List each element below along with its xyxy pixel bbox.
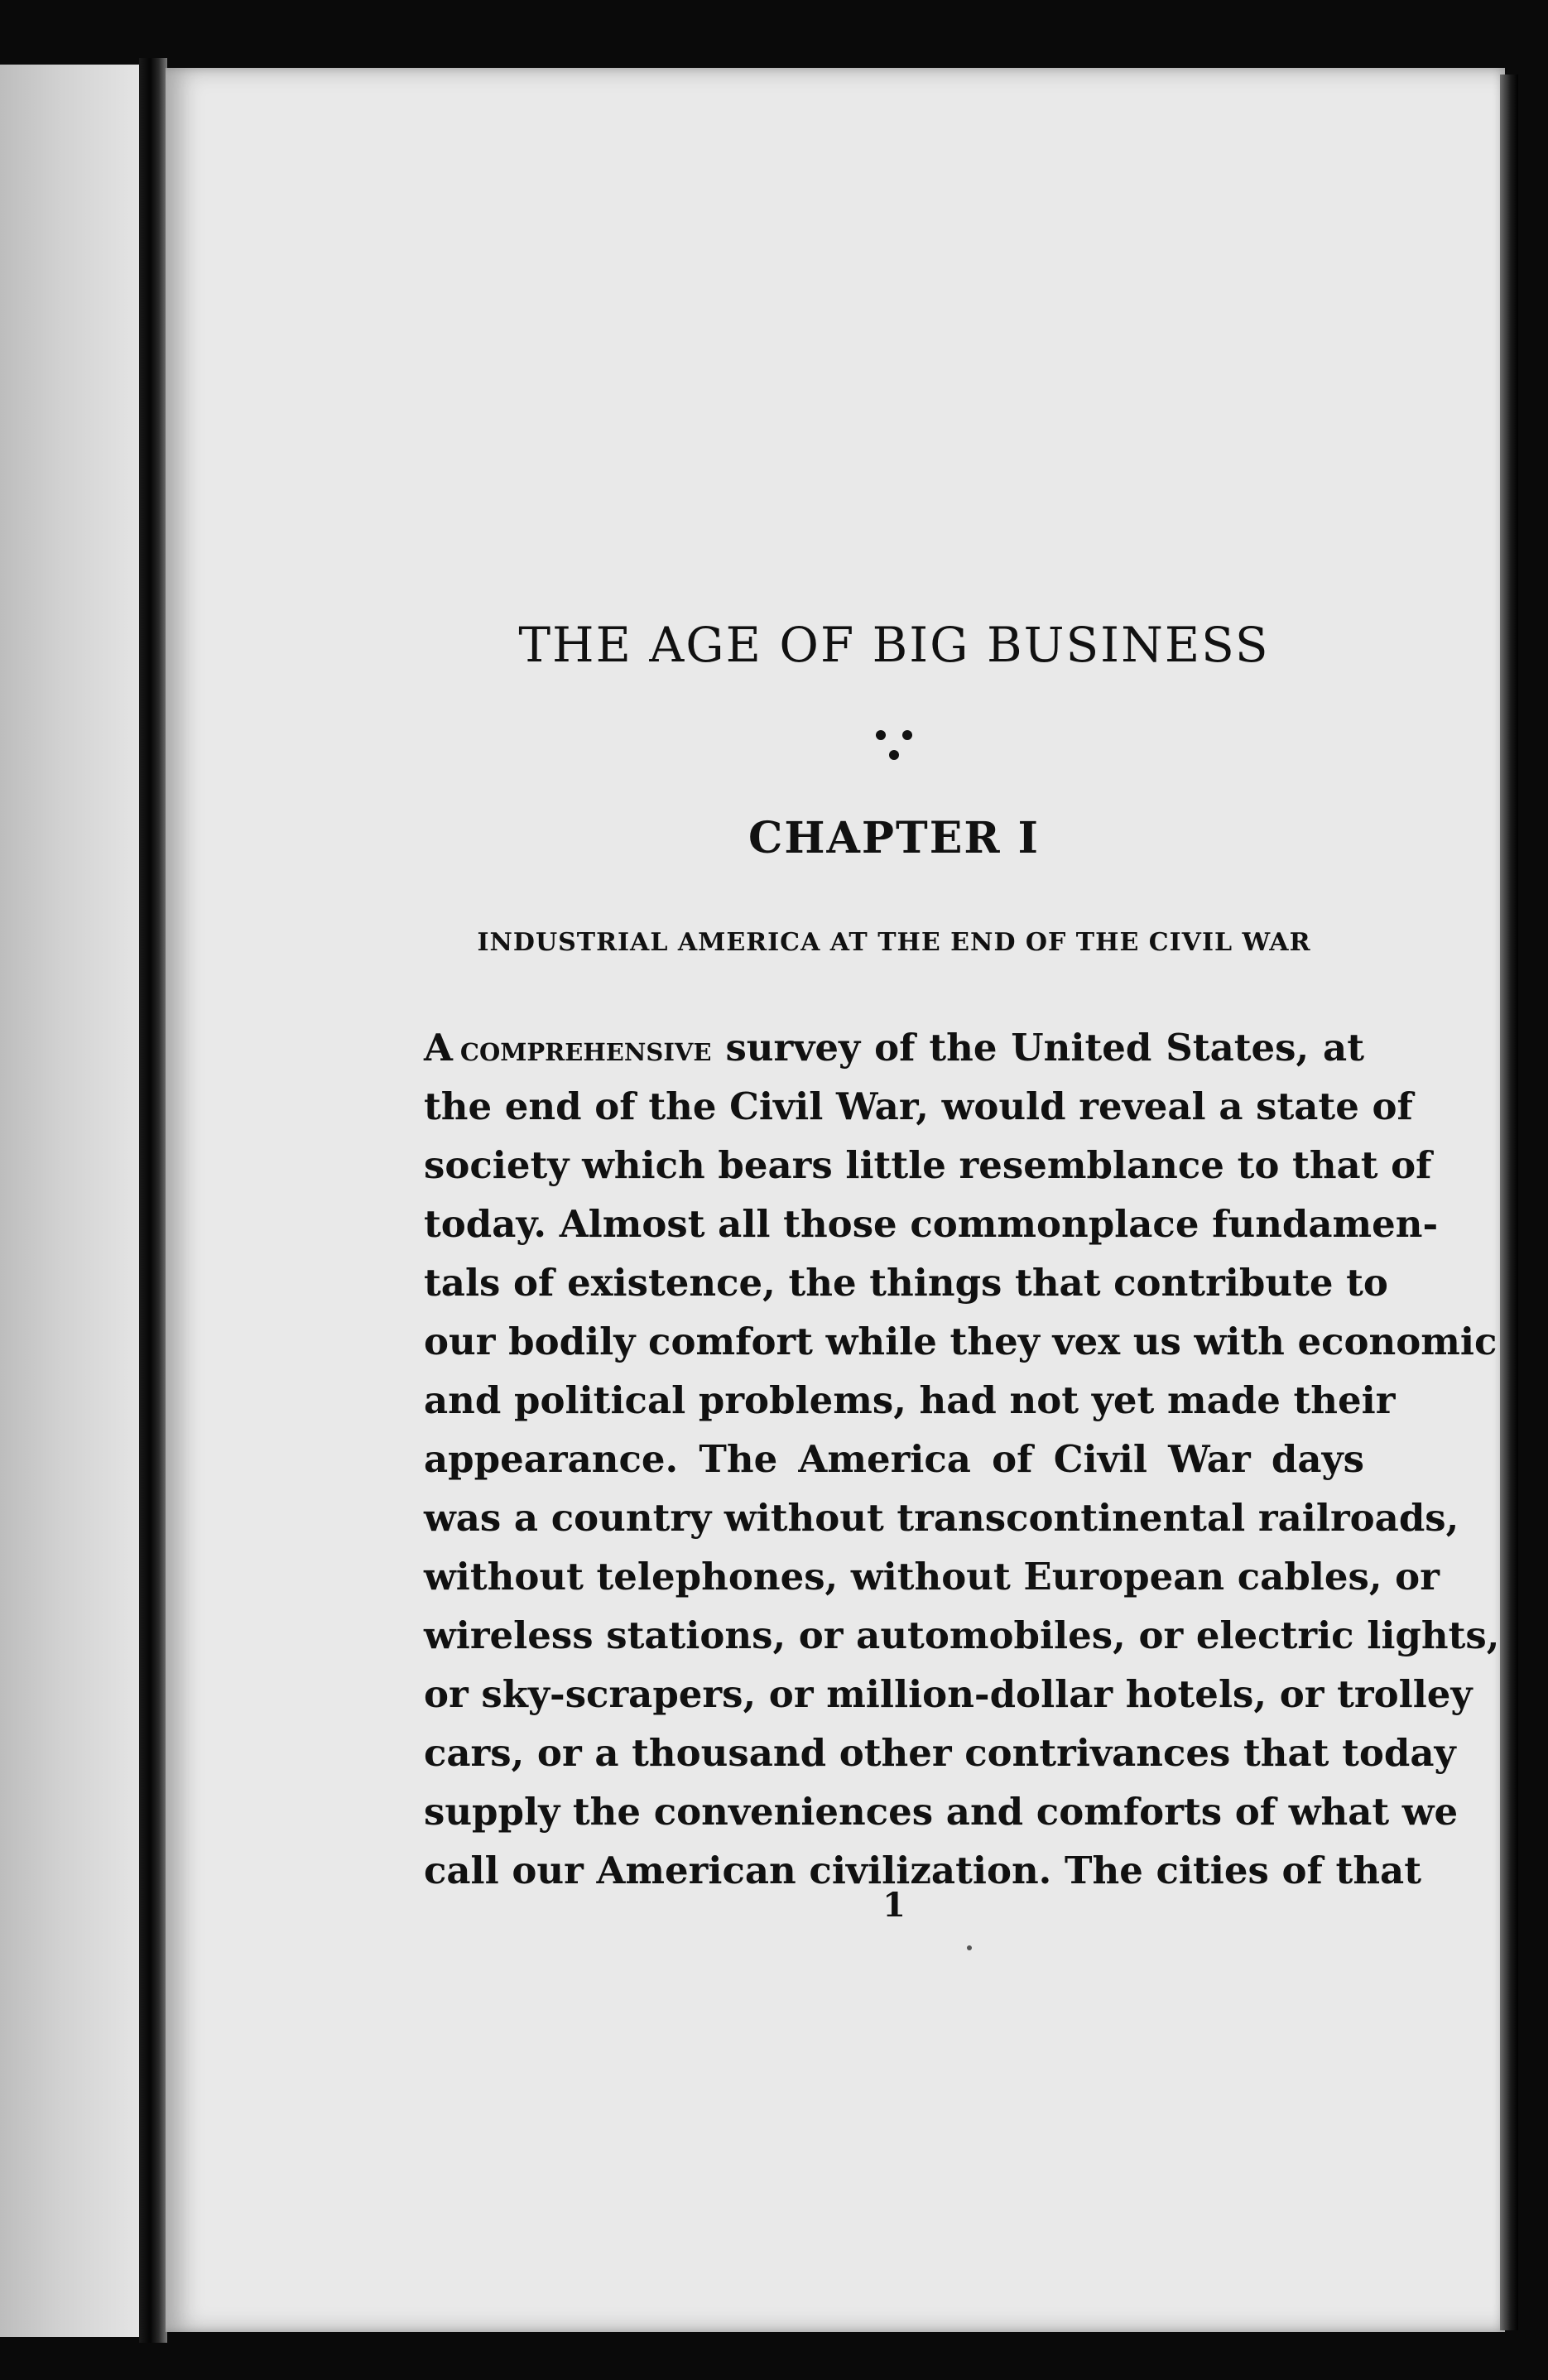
lead-smallcaps-word: comprehensive — [459, 1028, 712, 1069]
first-line-rest: survey of the United States, at — [725, 1026, 1365, 1070]
three-dot-triangle-ornament-icon — [424, 722, 1364, 772]
right-page-edge — [1500, 75, 1518, 2330]
body-line: and political problems, had not yet made their — [424, 1378, 1396, 1422]
body-line: call our American civilization. The cities of that — [424, 1849, 1422, 1892]
chapter-subtitle: INDUSTRIAL AMERICA AT THE END OF THE CIVIL WAR — [477, 928, 1311, 957]
body-line: was a country without transcontinental railroads, — [424, 1496, 1459, 1540]
chapter-body-text — [424, 1018, 1500, 1900]
body-line: without telephones, without European cables, or — [424, 1555, 1440, 1599]
book-gutter — [139, 58, 167, 2343]
body-line: today. Almost all those commonplace fundamen- — [424, 1202, 1439, 1246]
body-line-1 — [424, 1018, 1364, 1077]
body-line: wireless stations, or automobiles, or electric lights, — [424, 1613, 1500, 1657]
body-line: appearance. The America of Civil War days — [424, 1437, 1364, 1481]
body-line: the end of the Civil War, would reveal a state of — [424, 1084, 1413, 1128]
lead-initial: A — [424, 1026, 453, 1070]
body-line: or sky-scrapers, or million-dollar hotels, or trolley — [424, 1672, 1473, 1716]
scan-speck — [967, 1945, 972, 1950]
chapter-label: CHAPTER I — [748, 813, 1040, 863]
body-line: cars, or a thousand other contrivances that today — [424, 1731, 1456, 1775]
body-line: tals of existence, the things that contribute to — [424, 1261, 1388, 1305]
body-line: supply the conveniences and comforts of what we — [424, 1790, 1459, 1834]
body-line: our bodily comfort while they vex us with economic — [424, 1320, 1498, 1363]
book-title: THE AGE OF BIG BUSINESS — [518, 617, 1270, 673]
page-number: 1 — [882, 1886, 906, 1925]
left-page-edge — [0, 65, 139, 2337]
book-page — [166, 68, 1505, 2332]
body-line: society which bears little resemblance to that of — [424, 1143, 1432, 1187]
